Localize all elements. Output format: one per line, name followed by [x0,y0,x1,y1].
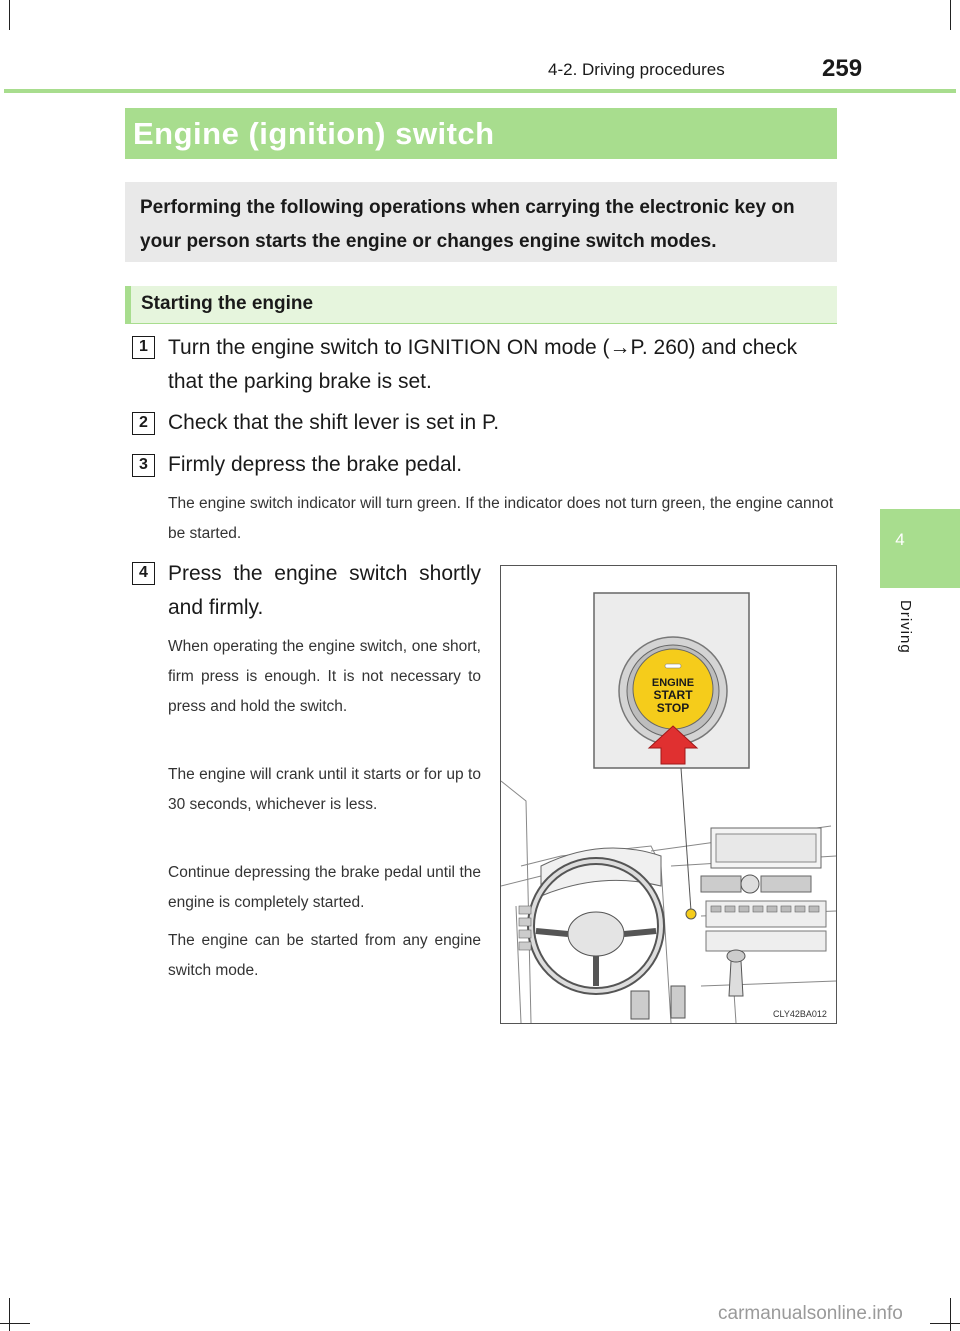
section-underline [125,323,837,324]
step-note: The engine will crank until it starts or for up to 30 seconds, whichever is less. [168,766,481,813]
step-number: 3 [132,454,155,477]
header-rule [4,89,956,93]
watermark: carmanualsonline.info [718,1303,903,1324]
button-label-line3: STOP [656,701,690,715]
crop-mark [950,1298,951,1331]
button-label-line2: START [653,688,693,702]
step-number: 1 [132,336,155,359]
figure-code: CLY42BA012 [773,1009,827,1019]
section-heading: Starting the engine [125,286,837,324]
step-note: The engine can be started from any engine switch mode. [168,932,481,979]
step-text: Turn the engine switch to IGNITION ON mode (→P. 260) and check that the parking brake is set. [168,336,798,393]
step-text: Check that the shift lever is set in P. [168,411,500,434]
intro-box [125,182,837,262]
crop-mark [950,0,951,30]
step-text: Press the engine switch shortly and firmly. [168,562,481,619]
crop-mark [930,1323,960,1324]
running-header-section: 4-2. Driving procedures [548,60,725,79]
chapter-label: Driving [897,600,914,654]
step-note: Continue depressing the brake pedal until the engine is completely started. [168,864,481,911]
step-note: When operating the engine switch, one short, firm press is enough. It is not necessary to press and hold the switch. [168,638,481,715]
step-text: Firmly depress the brake pedal. [168,453,463,476]
chapter-number: 4 [895,530,905,549]
step-note: The engine switch indicator will turn green. If the indicator does not turn green, the engine cannot be started. [168,495,834,542]
intro-text: Performing the following operations when carrying the electronic key on your person starts the engine or changes engine switch modes. [140,197,795,252]
crop-mark [9,0,10,30]
button-label-line1: ENGINE [651,677,695,689]
step-number: 4 [132,562,155,585]
step-number: 2 [132,412,155,435]
crop-mark [9,1298,10,1331]
engine-switch-illustration [500,565,837,1024]
crop-mark [0,1323,30,1324]
page-number: 259 [822,55,863,82]
page-title: Engine (ignition) switch [125,108,837,159]
